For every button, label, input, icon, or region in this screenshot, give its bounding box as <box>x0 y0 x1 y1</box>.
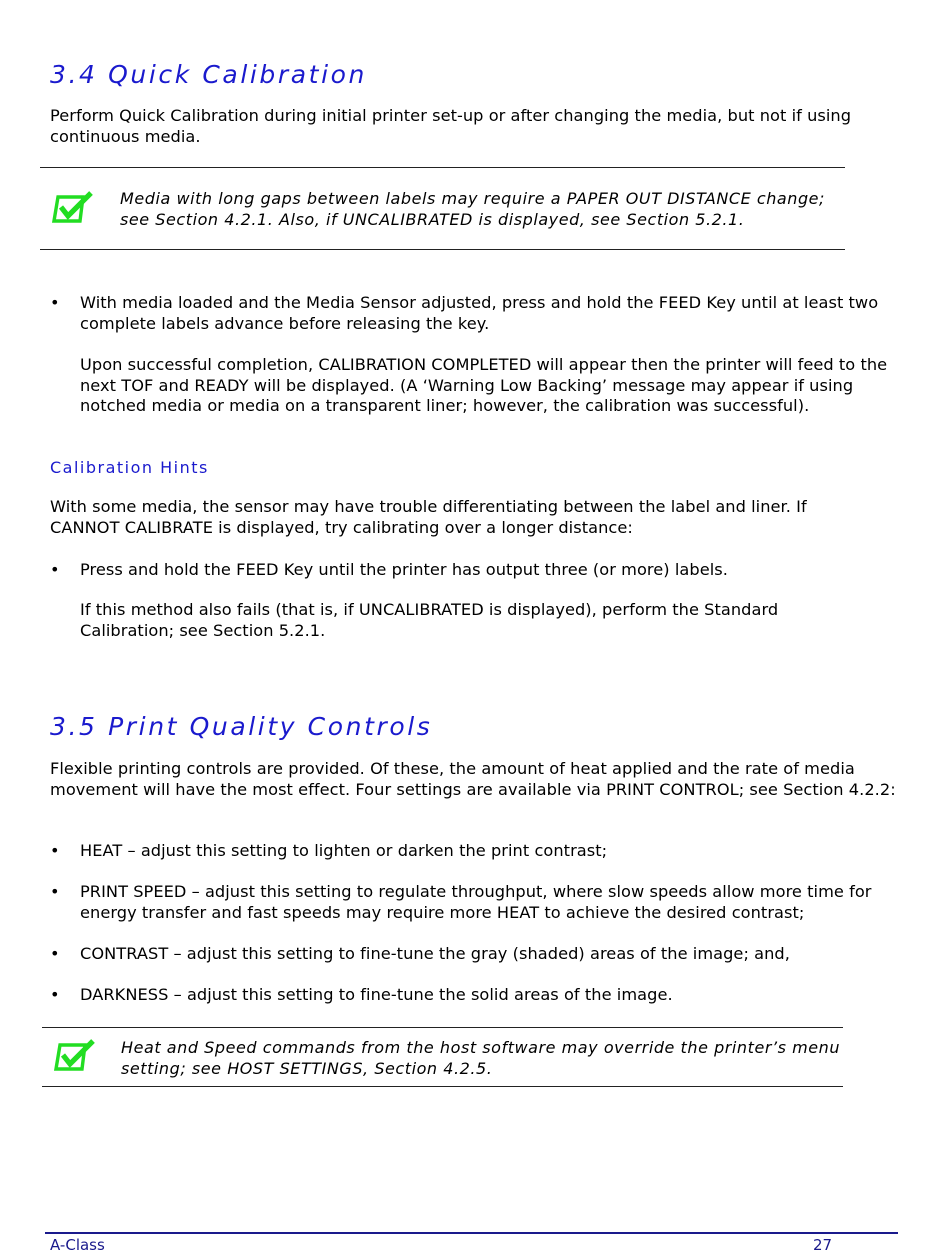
calibration-hints-heading: Calibration Hints <box>50 458 209 477</box>
bullet-marker: • <box>50 560 60 579</box>
note-paper-out-distance: Media with long gaps between labels may require a PAPER OUT DISTANCE change; see Section 4.2.1. Also, if UNCALIBRATED is displayed, see Section 5.2.1. <box>120 189 826 229</box>
note-top-rule <box>40 167 845 168</box>
section-heading-quick-calibration: 3.4 Quick Calibration <box>50 60 367 89</box>
calibration-completed-text: Upon successful completion, CALIBRATION COMPLETED will appear then the printer will feed to the next TOF and READY will be displayed. (A ‘Warning Low Backing’ message may appear if using notched media or media on a transparent liner; however, the calibration was successful). <box>80 355 888 415</box>
list-item-text: With media loaded and the Media Sensor adjusted, press and hold the FEED Key until at least two complete labels advance before releasing the key. <box>80 293 879 333</box>
list-item-text: CONTRAST – adjust this setting to fine-tune the gray (shaded) areas of the image; and, <box>80 944 790 963</box>
list-item-text: DARKNESS – adjust this setting to fine-tune the solid areas of the image. <box>80 985 673 1004</box>
section-heading-print-quality-controls: 3.5 Print Quality Controls <box>50 712 433 741</box>
footer-product-name: A-Class <box>50 1236 105 1254</box>
list-item-text: HEAT – adjust this setting to lighten or darken the print contrast; <box>80 841 608 860</box>
note-bottom-rule <box>40 249 845 250</box>
quick-calibration-intro: Perform Quick Calibration during initial printer set-up or after changing the media, but not if using continuous media. <box>50 106 852 146</box>
list-item-text: Press and hold the FEED Key until the printer has output three (or more) labels. <box>80 560 728 579</box>
bullet-marker: • <box>50 841 60 860</box>
green-checkmark-icon <box>54 1039 96 1073</box>
bullet-marker: • <box>50 293 60 312</box>
list-item-text: PRINT SPEED – adjust this setting to regulate throughput, where slow speeds allow more time for energy transfer and fast speeds may require more HEAT to achieve the desired contrast; <box>80 882 872 922</box>
bullet-marker: • <box>50 882 60 901</box>
standard-calibration-text: If this method also fails (that is, if UNCALIBRATED is displayed), perform the Standard Calibration; see Section 5.2.1. <box>80 600 779 640</box>
note-host-settings: Heat and Speed commands from the host software may override the printer’s menu setting; see HOST SETTINGS, Section 4.2.5. <box>121 1038 841 1078</box>
bullet-marker: • <box>50 985 60 1004</box>
page-number: 27 <box>813 1236 833 1254</box>
bullet-marker: • <box>50 944 60 963</box>
print-quality-intro: Flexible printing controls are provided. Of these, the amount of heat applied and the rate of media movement will have the most effect. Four settings are available via PRINT CONTROL; see Section 4.2.2: <box>50 759 896 799</box>
note-bottom-rule <box>42 1086 843 1087</box>
note-top-rule <box>42 1027 843 1028</box>
calibration-hints-intro: With some media, the sensor may have trouble differentiating between the label and liner. If CANNOT CALIBRATE is displayed, try calibrating over a longer distance: <box>50 497 807 537</box>
green-checkmark-icon <box>52 191 94 225</box>
footer-rule <box>45 1232 898 1234</box>
